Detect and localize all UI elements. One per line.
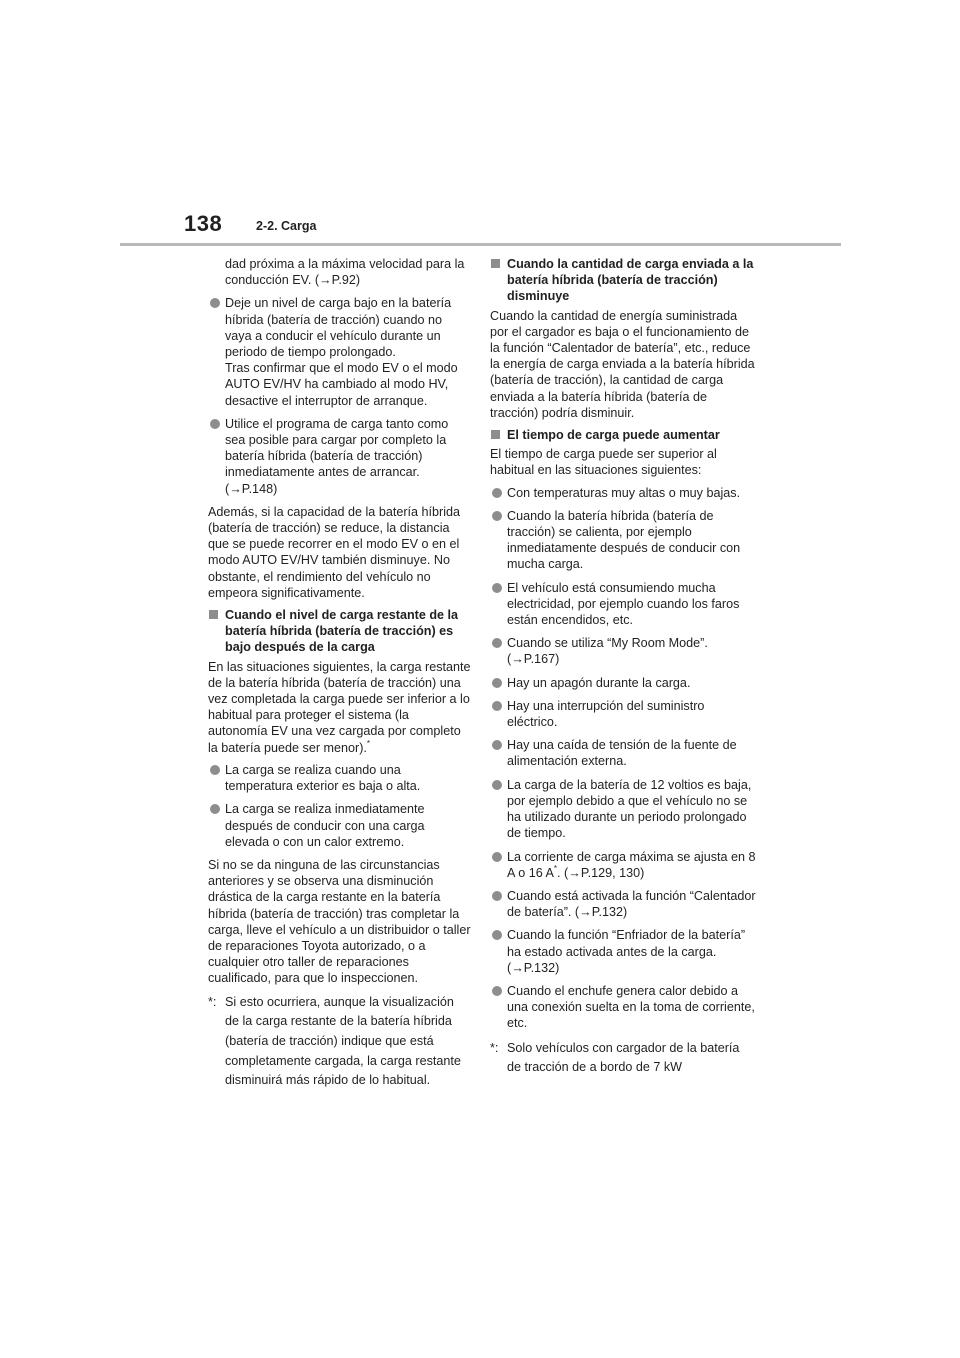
footnote: [490, 1039, 756, 1078]
list-item: [490, 888, 756, 920]
bullet-icon: [492, 930, 502, 940]
section-heading-text: Cuando la cantidad de carga enviada a la batería híbrida (batería de tracción) disminuye: [507, 257, 754, 304]
bullet-icon: [492, 986, 502, 996]
list-item-text: El vehículo está consumiendo mucha electricidad, por ejemplo cuando los faros están encendidos, etc.: [507, 580, 740, 628]
list-item: [490, 983, 756, 1032]
list-item-text: Hay una interrupción del suministro eléctrico.: [507, 698, 705, 730]
header-rule: [120, 243, 841, 246]
footnote-text: Si esto ocurriera, aunque la visualización de la carga restante de la batería híbrida (batería de tracción) indique que está completamente cargada, la carga restante disminuirá más rápido de lo habitual.: [225, 994, 461, 1088]
list-item: [490, 675, 756, 691]
section-heading: [208, 607, 471, 656]
list-item-text: Cuando la batería híbrida (batería de tracción) se calienta, por ejemplo inmediatamente después de conducir con mucha carga.: [507, 508, 741, 572]
left-column: [208, 256, 471, 1091]
bullet-icon: [492, 678, 502, 688]
list-item-text: Hay una caída de tensión de la fuente de alimentación externa.: [507, 738, 737, 769]
paragraph-text: En las situaciones siguientes, la carga restante de la batería híbrida (batería de tracción) una vez completada la carga puede ser inferior a lo habitual para proteger el sistema (la autonomía EV una vez cargada por completo la batería puede ser menor).: [208, 659, 471, 755]
list-item-text: Cuando se utiliza “My Room Mode”. (→P.167): [507, 636, 708, 667]
paragraph: El tiempo de carga puede ser superior al habitual en las situaciones siguientes:: [490, 447, 717, 478]
list-item-text-part: La corriente de carga máxima se ajusta en 8 A o 16 A: [507, 849, 756, 880]
list-item: [208, 295, 471, 408]
bullet-icon: [492, 701, 502, 711]
list-item-text: Utilice el programa de carga tanto como sea posible para cargar por completo la batería híbrida (batería de tracción) inmediatamente antes de arrancar. (→P.148): [225, 416, 449, 496]
list-item: [490, 485, 756, 501]
footnote-mark: *:: [208, 994, 217, 1009]
bullet-icon: [210, 765, 220, 775]
footnote-mark: *: [553, 863, 558, 873]
list-item: [490, 698, 756, 730]
list-item: [208, 801, 471, 850]
list-item: [208, 416, 471, 497]
footnote: [208, 993, 471, 1092]
bullet-icon: [210, 804, 220, 814]
list-item-text: La carga de la batería de 12 voltios es baja, por ejemplo debido a que el vehículo no se ha utilizado durante un periodo prolongado de tiempo.: [507, 777, 752, 841]
square-bullet-icon: [491, 259, 500, 268]
list-item: [490, 635, 756, 667]
paragraph: Si no se da ninguna de las circunstancias anteriores y se observa una disminución drástica de la carga restante en la batería híbrida (batería de tracción) tras completar la carga, lleve el vehículo a un distribuidor o taller de reparaciones Toyota autorizado, o a cualquier otro taller de reparaciones cualificado, para que lo inspeccionen.: [208, 857, 471, 986]
paragraph-continued: dad próxima a la máxima velocidad para la conducción EV. (→P.92): [225, 257, 465, 288]
square-bullet-icon: [209, 610, 218, 619]
paragraph: [208, 659, 471, 756]
list-item: [208, 762, 471, 794]
list-item: [490, 580, 756, 629]
footnote-text: Solo vehículos con cargador de la batería de tracción de a bordo de 7 kW: [507, 1040, 740, 1075]
bullet-icon: [492, 583, 502, 593]
paragraph: Además, si la capacidad de la batería híbrida (batería de tracción) se reduce, la distancia que se puede recorrer en el modo EV o en el modo AUTO EV/HV también disminuye. No obstante, el rendimiento del vehículo no empeora significativamente.: [208, 504, 461, 600]
section-heading-text: Cuando el nivel de carga restante de la batería híbrida (batería de tracción) es bajo después de la carga: [225, 608, 459, 655]
list-item-text: La carga se realiza inmediatamente después de conducir con una carga elevada o con un calor extremo.: [225, 802, 425, 849]
bullet-icon: [492, 638, 502, 648]
paragraph: Cuando la cantidad de energía suministrada por el cargador es baja o el funcionamiento de la función “Calentador de batería”, etc., reduce la energía de carga enviada a la batería híbrida (batería de tracción), la cantidad de carga enviada a la batería híbrida (batería de tracción) podría disminuir.: [490, 308, 755, 420]
footnote-mark: *:: [490, 1040, 499, 1055]
section-heading-text: El tiempo de carga puede aumentar: [507, 428, 720, 443]
list-item-text: Tras confirmar que el modo EV o el modo AUTO EV/HV ha cambiado al modo HV, desactive el interruptor de arranque.: [225, 361, 458, 408]
bullet-icon: [210, 298, 220, 308]
bullet-icon: [492, 780, 502, 790]
list-item-text-part: . (→P.129, 130): [557, 865, 645, 880]
list-item-text: Hay un apagón durante la carga.: [507, 675, 691, 690]
bullet-icon: [492, 511, 502, 521]
list-item: [490, 777, 756, 842]
list-item: [490, 737, 756, 769]
list-item-text: Deje un nivel de carga bajo en la batería híbrida (batería de tracción) cuando no vaya a conducir el vehículo durante un periodo de tiempo prolongado.: [225, 296, 452, 360]
bullet-icon: [210, 419, 220, 429]
list-item-text: La carga se realiza cuando una temperatura exterior es baja o alta.: [225, 762, 421, 794]
list-item: [490, 508, 756, 573]
section-heading: [490, 256, 756, 305]
list-item: [490, 849, 756, 881]
bullet-icon: [492, 852, 502, 862]
list-item-text: Cuando está activada la función “Calentador de batería”. (→P.132): [507, 888, 756, 920]
list-item-text: Cuando el enchufe genera calor debido a una conexión suelta en la toma de corriente, etc.: [507, 983, 755, 1031]
section-label: 2-2. Carga: [256, 219, 317, 233]
square-bullet-icon: [491, 430, 500, 439]
bullet-icon: [492, 488, 502, 498]
list-item: [490, 927, 756, 976]
list-item-text: Cuando la función “Enfriador de la batería” ha estado activada antes de la carga. (→P.132): [507, 928, 746, 975]
section-heading: [490, 427, 756, 443]
bullet-icon: [492, 740, 502, 750]
footnote-mark: *: [366, 738, 371, 748]
right-column: [490, 256, 756, 1078]
list-item-text: [507, 849, 756, 881]
page-number: 138: [184, 211, 223, 236]
bullet-icon: [492, 891, 502, 901]
list-item-text: Con temperaturas muy altas o muy bajas.: [507, 485, 741, 500]
